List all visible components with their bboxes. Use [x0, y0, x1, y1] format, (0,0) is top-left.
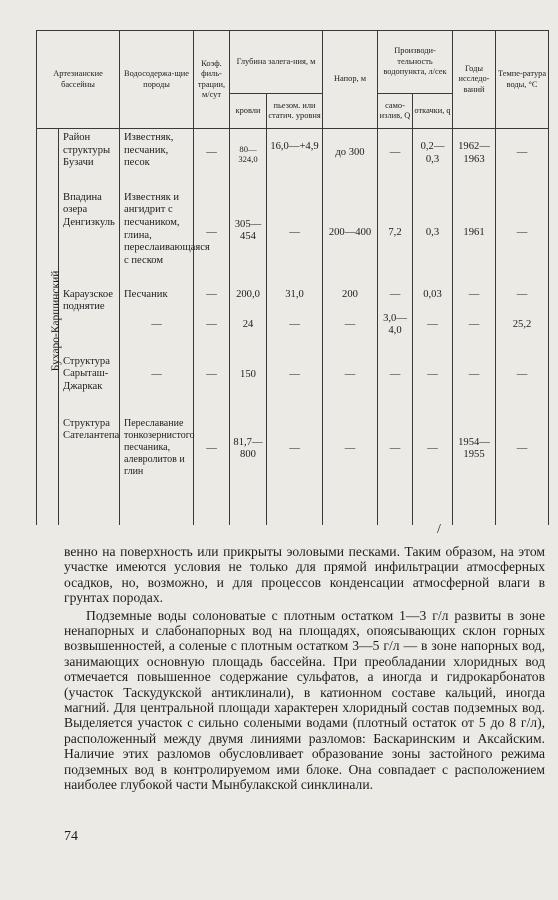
header-prod-pump: откачки, q — [413, 94, 453, 129]
years-cell: 1961 — [453, 189, 496, 285]
head-cell: — — [323, 353, 378, 415]
place-cell: Структура Сарыташ-Джаркак — [59, 353, 120, 415]
coef-cell: — — [194, 189, 230, 285]
place-cell: Район структуры Бузачи — [59, 129, 120, 189]
table-row — [37, 285, 549, 313]
rocks-cell: Переславание тонкозернистого песчаника, алевролитов и глин — [120, 415, 194, 525]
flow-cell: 7,2 — [378, 189, 413, 285]
header-depth: Глубина залега-ния, м — [230, 31, 323, 94]
years-cell: — — [453, 313, 496, 353]
head-cell: 200—400 — [323, 189, 378, 285]
header-productivity: Производи-тельность водопункта, л/сек — [378, 31, 453, 94]
pump-cell: 0,03 — [413, 285, 453, 313]
rocks-cell: Известняк и ангидрит с песчаником, глина, переслаивающаяся с песком — [120, 189, 194, 285]
flow-cell: — — [378, 353, 413, 415]
margin-mark: / — [437, 522, 441, 537]
hydro-table — [36, 30, 549, 525]
temp-cell: — — [496, 285, 549, 313]
table-row — [37, 189, 549, 285]
header-basins: Артезианские бассейны — [37, 31, 120, 129]
head-cell: до 300 — [323, 129, 378, 189]
pump-cell: 0,2—0,3 — [413, 129, 453, 189]
rocks-cell: — — [120, 313, 194, 353]
head-cell: — — [323, 313, 378, 353]
coef-cell: — — [194, 129, 230, 189]
table-row — [37, 415, 549, 525]
flow-cell: 3,0—4,0 — [378, 313, 413, 353]
years-cell: — — [453, 353, 496, 415]
place-cell: Впадина озера Денгизкуль — [59, 189, 120, 285]
table-row — [37, 353, 549, 415]
piezo-cell: — — [267, 415, 323, 525]
coef-cell: — — [194, 285, 230, 313]
flow-cell: — — [378, 415, 413, 525]
piezo-cell: 31,0 — [267, 285, 323, 313]
page-number: 74 — [64, 829, 78, 844]
temp-cell: — — [496, 415, 549, 525]
coef-cell: — — [194, 415, 230, 525]
top-cell: 150 — [230, 353, 267, 415]
pump-cell: — — [413, 415, 453, 525]
head-cell: 200 — [323, 285, 378, 313]
header-years: Годы исследо-ваний — [453, 31, 496, 129]
piezo-cell: — — [267, 353, 323, 415]
place-cell: Структура Сателантепа — [59, 415, 120, 525]
top-cell: 24 — [230, 313, 267, 353]
header-depth-top: кровли — [230, 94, 267, 129]
header-rocks: Водосодержа-щие породы — [120, 31, 194, 129]
temp-cell: — — [496, 129, 549, 189]
top-cell: 200,0 — [230, 285, 267, 313]
table-row — [37, 129, 549, 189]
header-prod-flow: само-излив, Q — [378, 94, 413, 129]
pump-cell: — — [413, 313, 453, 353]
header-coef: Коэф. филь-трации, м/сут — [194, 31, 230, 129]
place-cell: Караузское поднятие — [59, 285, 120, 353]
years-cell: — — [453, 285, 496, 313]
flow-cell: — — [378, 285, 413, 313]
temp-cell: 25,2 — [496, 313, 549, 353]
paragraph: Подземные воды солоноватые с плотным остатком 1—3 г/л развиты в зоне ненапорных и слабонапорных вод на площадях, опоясывающих склон горных возвышенностей, а соленые с плотным остатком 3—5 г/л — в зоне напорных вод, занимающих основную площадь бассейна. При преобладании хлоридных вод отмечается повышенное содержание сульфатов, а иногда и гидрокарбонатов (участок Таскудукской антиклинали), в катионном составе кальций, иногда магний. Для центральной площади характерен хлоридный состав подземных вод. Выделяется участок с сильно солеными водами (плотный остаток от 5 до 8 г/л), расположенный между двумя линиями разломов: Баскаринским и Аксайским. Наличие этих разломов обусловливает образование зоны застойного режима подземных вод в контролируемом ими блоке. Она совпадает с расположением наиболее глубокой части Мынбулакской синклинали. — [64, 607, 545, 793]
years-cell: 1954—1955 — [453, 415, 496, 525]
piezo-cell: — — [267, 313, 323, 353]
basin-cell — [37, 129, 63, 525]
head-cell: — — [323, 415, 378, 525]
basin-name: Бухаро-Каршинский — [50, 270, 63, 372]
header-depth-piezo: пьезом. или статич. уровня — [267, 94, 323, 129]
rocks-cell: Известняк, песчаник, песок — [120, 129, 194, 189]
pump-cell: — — [413, 353, 453, 415]
flow-cell: — — [378, 129, 413, 189]
header-head: Напор, м — [323, 31, 378, 129]
piezo-cell: — — [267, 189, 323, 285]
temp-cell: — — [496, 189, 549, 285]
paragraph: венно на поверхность или прикрыты эоловыми песками. Таким образом, на этом участке имеются условия не только для прямой инфильтрации атмосферных осадков, но, возможно, и для процессов конденсации атмосферной влаги в грунтах породах. — [64, 544, 545, 606]
piezo-cell: 16,0—+4,9 — [267, 129, 323, 189]
coef-cell: — — [194, 353, 230, 415]
top-cell: 80—324,0 — [230, 129, 267, 189]
body-text — [64, 544, 545, 793]
header-temp: Темпе-ратура воды, °С — [496, 31, 549, 129]
years-cell: 1962—1963 — [453, 129, 496, 189]
top-cell: 305—454 — [230, 189, 267, 285]
pump-cell: 0,3 — [413, 189, 453, 285]
rocks-cell: — — [120, 353, 194, 415]
top-cell: 81,7—800 — [230, 415, 267, 525]
rocks-cell: Песчаник — [120, 285, 194, 313]
temp-cell: — — [496, 353, 549, 415]
coef-cell: — — [194, 313, 230, 353]
